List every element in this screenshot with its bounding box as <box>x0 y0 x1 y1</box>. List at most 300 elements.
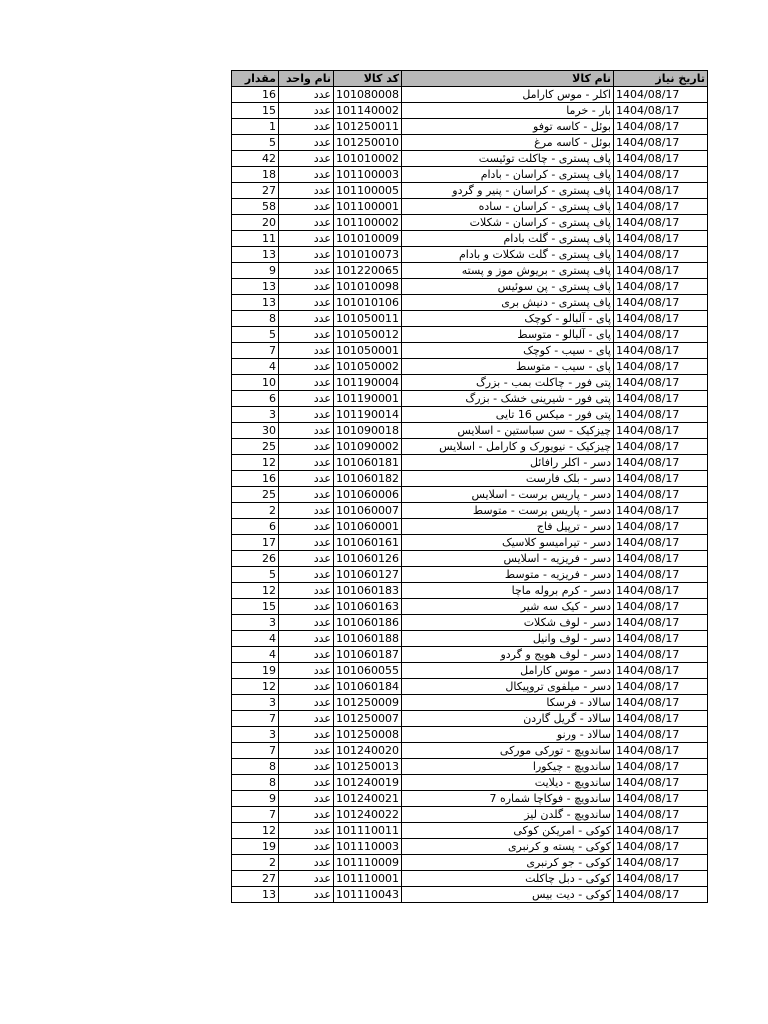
cell-date: 1404/08/17 <box>614 231 708 247</box>
cell-unit: عدد <box>279 423 334 439</box>
cell-code: 101060126 <box>334 551 402 567</box>
cell-code: 101250007 <box>334 711 402 727</box>
cell-date: 1404/08/17 <box>614 375 708 391</box>
cell-name: دسر - لوف هویج و گردو <box>402 647 614 663</box>
table-row <box>232 807 708 823</box>
cell-qty: 11 <box>232 231 279 247</box>
cell-code: 101100001 <box>334 199 402 215</box>
cell-date: 1404/08/17 <box>614 87 708 103</box>
table-row <box>232 455 708 471</box>
cell-qty: 13 <box>232 887 279 903</box>
table-row <box>232 599 708 615</box>
table-row <box>232 711 708 727</box>
cell-unit: عدد <box>279 311 334 327</box>
cell-name: ساندویچ - فوکاچا شماره 7 <box>402 791 614 807</box>
cell-code: 101190004 <box>334 375 402 391</box>
cell-code: 101240020 <box>334 743 402 759</box>
cell-qty: 13 <box>232 247 279 263</box>
cell-code: 101050001 <box>334 343 402 359</box>
cell-date: 1404/08/17 <box>614 391 708 407</box>
header-code: کد کالا <box>334 71 402 87</box>
table-row <box>232 727 708 743</box>
cell-unit: عدد <box>279 215 334 231</box>
table-row <box>232 535 708 551</box>
table-row <box>232 775 708 791</box>
cell-code: 101080008 <box>334 87 402 103</box>
cell-unit: عدد <box>279 455 334 471</box>
cell-date: 1404/08/17 <box>614 199 708 215</box>
cell-unit: عدد <box>279 583 334 599</box>
cell-date: 1404/08/17 <box>614 183 708 199</box>
cell-date: 1404/08/17 <box>614 631 708 647</box>
cell-unit: عدد <box>279 871 334 887</box>
cell-unit: عدد <box>279 343 334 359</box>
cell-date: 1404/08/17 <box>614 743 708 759</box>
cell-date: 1404/08/17 <box>614 423 708 439</box>
cell-code: 101250013 <box>334 759 402 775</box>
cell-name: دسر - بلک فارست <box>402 471 614 487</box>
cell-unit: عدد <box>279 295 334 311</box>
cell-unit: عدد <box>279 119 334 135</box>
cell-code: 101010106 <box>334 295 402 311</box>
cell-code: 101060161 <box>334 535 402 551</box>
table-row <box>232 839 708 855</box>
cell-name: کوکی - پسته و کرنبری <box>402 839 614 855</box>
cell-unit: عدد <box>279 855 334 871</box>
cell-name: پاف پستری - گلت بادام <box>402 231 614 247</box>
cell-name: دسر - ترپیل فاج <box>402 519 614 535</box>
cell-code: 101050002 <box>334 359 402 375</box>
cell-code: 101060055 <box>334 663 402 679</box>
cell-unit: عدد <box>279 695 334 711</box>
cell-code: 101060184 <box>334 679 402 695</box>
cell-code: 101060187 <box>334 647 402 663</box>
cell-name: دسر - فریزیه - متوسط <box>402 567 614 583</box>
table-row <box>232 551 708 567</box>
cell-qty: 12 <box>232 583 279 599</box>
cell-name: سالاد - فرسکا <box>402 695 614 711</box>
cell-unit: عدد <box>279 519 334 535</box>
header-row <box>232 71 708 87</box>
cell-qty: 3 <box>232 615 279 631</box>
cell-unit: عدد <box>279 263 334 279</box>
cell-name: پاف پستری - دنیش بری <box>402 295 614 311</box>
cell-code: 101060183 <box>334 583 402 599</box>
table-row <box>232 887 708 903</box>
cell-unit: عدد <box>279 791 334 807</box>
cell-code: 101060181 <box>334 455 402 471</box>
table-row <box>232 359 708 375</box>
cell-code: 101220065 <box>334 263 402 279</box>
cell-code: 101110001 <box>334 871 402 887</box>
cell-name: پاف پستری - کراسان - ساده <box>402 199 614 215</box>
cell-date: 1404/08/17 <box>614 807 708 823</box>
cell-qty: 3 <box>232 695 279 711</box>
cell-unit: عدد <box>279 839 334 855</box>
cell-qty: 12 <box>232 679 279 695</box>
cell-date: 1404/08/17 <box>614 855 708 871</box>
cell-name: کوکی - دبل چاکلت <box>402 871 614 887</box>
cell-code: 101050012 <box>334 327 402 343</box>
cell-unit: عدد <box>279 199 334 215</box>
cell-unit: عدد <box>279 727 334 743</box>
cell-date: 1404/08/17 <box>614 247 708 263</box>
table-row <box>232 503 708 519</box>
cell-unit: عدد <box>279 231 334 247</box>
cell-date: 1404/08/17 <box>614 135 708 151</box>
cell-name: بوئل - کاسه مرغ <box>402 135 614 151</box>
table-row <box>232 823 708 839</box>
cell-qty: 16 <box>232 87 279 103</box>
cell-date: 1404/08/17 <box>614 823 708 839</box>
cell-qty: 4 <box>232 631 279 647</box>
table-row <box>232 119 708 135</box>
cell-code: 101190014 <box>334 407 402 423</box>
cell-date: 1404/08/17 <box>614 775 708 791</box>
cell-code: 101240022 <box>334 807 402 823</box>
cell-code: 101060186 <box>334 615 402 631</box>
cell-code: 101250011 <box>334 119 402 135</box>
table-row <box>232 263 708 279</box>
cell-date: 1404/08/17 <box>614 359 708 375</box>
cell-date: 1404/08/17 <box>614 119 708 135</box>
cell-date: 1404/08/17 <box>614 327 708 343</box>
table-row <box>232 679 708 695</box>
cell-unit: عدد <box>279 807 334 823</box>
cell-date: 1404/08/17 <box>614 583 708 599</box>
cell-qty: 25 <box>232 439 279 455</box>
cell-name: کوکی - امریکن کوکی <box>402 823 614 839</box>
table-row <box>232 567 708 583</box>
cell-qty: 18 <box>232 167 279 183</box>
table-row <box>232 135 708 151</box>
cell-qty: 9 <box>232 263 279 279</box>
cell-code: 101090018 <box>334 423 402 439</box>
cell-unit: عدد <box>279 359 334 375</box>
cell-qty: 42 <box>232 151 279 167</box>
cell-qty: 7 <box>232 807 279 823</box>
cell-unit: عدد <box>279 743 334 759</box>
table-row <box>232 647 708 663</box>
cell-qty: 2 <box>232 503 279 519</box>
cell-name: پاف پستری - بریوش موز و پسته <box>402 263 614 279</box>
table-row <box>232 519 708 535</box>
cell-name: دسر - پاریس برست - متوسط <box>402 503 614 519</box>
cell-qty: 8 <box>232 759 279 775</box>
cell-unit: عدد <box>279 599 334 615</box>
table-row <box>232 231 708 247</box>
cell-qty: 3 <box>232 727 279 743</box>
cell-unit: عدد <box>279 471 334 487</box>
table-row <box>232 103 708 119</box>
cell-qty: 4 <box>232 647 279 663</box>
cell-qty: 5 <box>232 135 279 151</box>
cell-name: پتی فور - چاکلت بمب - بزرگ <box>402 375 614 391</box>
cell-qty: 4 <box>232 359 279 375</box>
cell-name: پتی فور - میکس 16 تایی <box>402 407 614 423</box>
cell-unit: عدد <box>279 551 334 567</box>
cell-name: پاف پستری - پن سوئیس <box>402 279 614 295</box>
cell-unit: عدد <box>279 151 334 167</box>
cell-date: 1404/08/17 <box>614 311 708 327</box>
table-row <box>232 247 708 263</box>
cell-unit: عدد <box>279 647 334 663</box>
cell-qty: 8 <box>232 775 279 791</box>
cell-code: 101100002 <box>334 215 402 231</box>
cell-date: 1404/08/17 <box>614 727 708 743</box>
cell-name: دسر - اکلر رافائل <box>402 455 614 471</box>
cell-unit: عدد <box>279 87 334 103</box>
table-row <box>232 695 708 711</box>
cell-date: 1404/08/17 <box>614 839 708 855</box>
cell-qty: 7 <box>232 743 279 759</box>
cell-name: پاف پستری - کراسان - شکلات <box>402 215 614 231</box>
order-table <box>231 70 708 903</box>
table-row <box>232 199 708 215</box>
table-row <box>232 151 708 167</box>
cell-name: پاف پستری - کراسان - پنیر و گردو <box>402 183 614 199</box>
cell-code: 101250008 <box>334 727 402 743</box>
cell-date: 1404/08/17 <box>614 487 708 503</box>
cell-unit: عدد <box>279 487 334 503</box>
cell-qty: 13 <box>232 279 279 295</box>
table-row <box>232 391 708 407</box>
cell-qty: 20 <box>232 215 279 231</box>
table-row <box>232 87 708 103</box>
cell-date: 1404/08/17 <box>614 263 708 279</box>
cell-qty: 5 <box>232 567 279 583</box>
cell-qty: 30 <box>232 423 279 439</box>
cell-date: 1404/08/17 <box>614 711 708 727</box>
cell-name: پاف پستری - گلت شکلات و بادام <box>402 247 614 263</box>
cell-name: دسر - موس کارامل <box>402 663 614 679</box>
table-row <box>232 327 708 343</box>
cell-name: کوکی - دیت بیس <box>402 887 614 903</box>
table-row <box>232 279 708 295</box>
table-row <box>232 855 708 871</box>
cell-unit: عدد <box>279 279 334 295</box>
cell-date: 1404/08/17 <box>614 567 708 583</box>
table-row <box>232 423 708 439</box>
cell-code: 101010098 <box>334 279 402 295</box>
cell-name: سالاد - گریل گاردن <box>402 711 614 727</box>
header-name: نام کالا <box>402 71 614 87</box>
cell-unit: عدد <box>279 631 334 647</box>
table-row <box>232 871 708 887</box>
cell-name: پای - سیب - کوچک <box>402 343 614 359</box>
cell-name: دسر - لوف وانیل <box>402 631 614 647</box>
cell-code: 101060001 <box>334 519 402 535</box>
cell-qty: 13 <box>232 295 279 311</box>
cell-date: 1404/08/17 <box>614 679 708 695</box>
cell-code: 101110003 <box>334 839 402 855</box>
cell-name: چیزکیک - سن سباستین - اسلایس <box>402 423 614 439</box>
cell-unit: عدد <box>279 535 334 551</box>
cell-qty: 6 <box>232 391 279 407</box>
cell-date: 1404/08/17 <box>614 551 708 567</box>
cell-name: دسر - لوف شکلات <box>402 615 614 631</box>
table-row <box>232 215 708 231</box>
cell-date: 1404/08/17 <box>614 343 708 359</box>
cell-qty: 17 <box>232 535 279 551</box>
cell-qty: 12 <box>232 823 279 839</box>
cell-name: پای - آلبالو - کوچک <box>402 311 614 327</box>
table-row <box>232 167 708 183</box>
header-unit: نام واحد <box>279 71 334 87</box>
cell-name: بوئل - کاسه توفو <box>402 119 614 135</box>
cell-unit: عدد <box>279 167 334 183</box>
cell-qty: 15 <box>232 599 279 615</box>
cell-code: 101250009 <box>334 695 402 711</box>
cell-qty: 27 <box>232 871 279 887</box>
table-row <box>232 183 708 199</box>
cell-unit: عدد <box>279 391 334 407</box>
header-date: تاریخ نیاز <box>614 71 708 87</box>
table-row <box>232 343 708 359</box>
cell-qty: 6 <box>232 519 279 535</box>
cell-unit: عدد <box>279 663 334 679</box>
cell-qty: 19 <box>232 663 279 679</box>
cell-qty: 7 <box>232 711 279 727</box>
table-row <box>232 791 708 807</box>
cell-name: ساندویچ - چیکورا <box>402 759 614 775</box>
cell-name: سالاد - ورنو <box>402 727 614 743</box>
cell-date: 1404/08/17 <box>614 455 708 471</box>
table-row <box>232 743 708 759</box>
cell-unit: عدد <box>279 823 334 839</box>
cell-code: 101050011 <box>334 311 402 327</box>
cell-code: 101100005 <box>334 183 402 199</box>
cell-unit: عدد <box>279 247 334 263</box>
cell-name: چیزکیک - نیویورک و کارامل - اسلایس <box>402 439 614 455</box>
table-row <box>232 583 708 599</box>
cell-date: 1404/08/17 <box>614 215 708 231</box>
cell-date: 1404/08/17 <box>614 695 708 711</box>
cell-name: ساندویچ - تورکی مورکی <box>402 743 614 759</box>
cell-qty: 12 <box>232 455 279 471</box>
cell-name: پای - سیب - متوسط <box>402 359 614 375</box>
cell-unit: عدد <box>279 375 334 391</box>
cell-unit: عدد <box>279 759 334 775</box>
cell-name: بار - خرما <box>402 103 614 119</box>
cell-date: 1404/08/17 <box>614 647 708 663</box>
cell-qty: 27 <box>232 183 279 199</box>
table-row <box>232 487 708 503</box>
cell-date: 1404/08/17 <box>614 615 708 631</box>
cell-date: 1404/08/17 <box>614 471 708 487</box>
cell-code: 101060188 <box>334 631 402 647</box>
cell-qty: 58 <box>232 199 279 215</box>
cell-unit: عدد <box>279 887 334 903</box>
cell-date: 1404/08/17 <box>614 535 708 551</box>
table-row <box>232 375 708 391</box>
cell-code: 101140002 <box>334 103 402 119</box>
cell-date: 1404/08/17 <box>614 439 708 455</box>
header-qty: مقدار <box>232 71 279 87</box>
cell-date: 1404/08/17 <box>614 871 708 887</box>
cell-code: 101110011 <box>334 823 402 839</box>
table-row <box>232 311 708 327</box>
cell-code: 101060127 <box>334 567 402 583</box>
cell-name: دسر - فریزیه - اسلایس <box>402 551 614 567</box>
cell-code: 101100003 <box>334 167 402 183</box>
cell-code: 101060007 <box>334 503 402 519</box>
cell-date: 1404/08/17 <box>614 503 708 519</box>
cell-qty: 19 <box>232 839 279 855</box>
table-row <box>232 631 708 647</box>
cell-qty: 2 <box>232 855 279 871</box>
table-row <box>232 615 708 631</box>
cell-unit: عدد <box>279 327 334 343</box>
cell-name: دسر - تیرامیسو کلاسیک <box>402 535 614 551</box>
cell-date: 1404/08/17 <box>614 663 708 679</box>
cell-unit: عدد <box>279 183 334 199</box>
cell-date: 1404/08/17 <box>614 887 708 903</box>
cell-unit: عدد <box>279 679 334 695</box>
cell-qty: 8 <box>232 311 279 327</box>
cell-date: 1404/08/17 <box>614 759 708 775</box>
cell-code: 101010073 <box>334 247 402 263</box>
cell-code: 101240019 <box>334 775 402 791</box>
cell-code: 101250010 <box>334 135 402 151</box>
cell-qty: 7 <box>232 343 279 359</box>
cell-qty: 1 <box>232 119 279 135</box>
cell-code: 101240021 <box>334 791 402 807</box>
cell-name: دسر - کرم بروله ماچا <box>402 583 614 599</box>
cell-qty: 26 <box>232 551 279 567</box>
cell-code: 101060006 <box>334 487 402 503</box>
cell-code: 101060182 <box>334 471 402 487</box>
cell-date: 1404/08/17 <box>614 103 708 119</box>
cell-qty: 15 <box>232 103 279 119</box>
cell-date: 1404/08/17 <box>614 167 708 183</box>
table-row <box>232 759 708 775</box>
cell-unit: عدد <box>279 135 334 151</box>
cell-qty: 10 <box>232 375 279 391</box>
cell-qty: 16 <box>232 471 279 487</box>
cell-name: ساندویچ - گلدن لیز <box>402 807 614 823</box>
cell-name: اکلر - موس کارامل <box>402 87 614 103</box>
cell-qty: 25 <box>232 487 279 503</box>
cell-code: 101060163 <box>334 599 402 615</box>
cell-name: پتی فور - شیرینی خشک - بزرگ <box>402 391 614 407</box>
cell-code: 101010009 <box>334 231 402 247</box>
cell-name: دسر - کیک سه شیر <box>402 599 614 615</box>
cell-unit: عدد <box>279 711 334 727</box>
cell-qty: 9 <box>232 791 279 807</box>
cell-date: 1404/08/17 <box>614 599 708 615</box>
cell-date: 1404/08/17 <box>614 791 708 807</box>
cell-code: 101010002 <box>334 151 402 167</box>
cell-name: کوکی - جو کرنبری <box>402 855 614 871</box>
cell-unit: عدد <box>279 775 334 791</box>
table-row <box>232 439 708 455</box>
cell-name: پاف پستری - چاکلت توئیست <box>402 151 614 167</box>
table-row <box>232 407 708 423</box>
cell-date: 1404/08/17 <box>614 279 708 295</box>
cell-code: 101110043 <box>334 887 402 903</box>
cell-name: دسر - میلفوی تروپیکال <box>402 679 614 695</box>
cell-unit: عدد <box>279 439 334 455</box>
cell-code: 101190001 <box>334 391 402 407</box>
cell-qty: 5 <box>232 327 279 343</box>
cell-unit: عدد <box>279 615 334 631</box>
cell-unit: عدد <box>279 407 334 423</box>
cell-code: 101110009 <box>334 855 402 871</box>
cell-date: 1404/08/17 <box>614 295 708 311</box>
cell-unit: عدد <box>279 103 334 119</box>
cell-date: 1404/08/17 <box>614 151 708 167</box>
